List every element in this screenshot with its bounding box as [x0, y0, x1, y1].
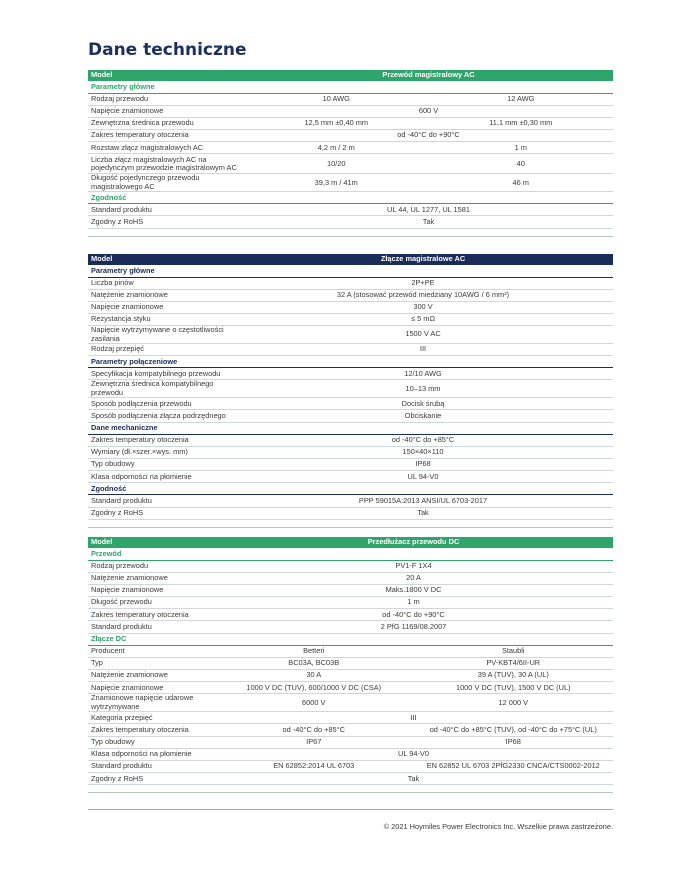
row-label: Standard produktu	[88, 760, 214, 772]
table-row	[88, 117, 613, 129]
row-value: 20 A	[214, 572, 613, 584]
row-value: III	[233, 344, 613, 356]
dc-extension-cable-table	[88, 537, 613, 793]
table-row	[88, 694, 613, 712]
section-title: Parametry główne	[88, 81, 613, 93]
row-value: od -40°C do +85°C (TUV), od -40°C do +75°C (UL)	[414, 724, 614, 736]
section-row	[88, 548, 613, 560]
table-row	[88, 507, 613, 519]
table-row	[88, 154, 613, 174]
section-title: Parametry główne	[88, 265, 613, 277]
header-model-name: Przewód magistralowy AC	[244, 70, 613, 81]
row-label: Zgodny z RoHS	[88, 216, 244, 228]
row-label: Rozstaw złącz magistralowych AC	[88, 142, 244, 154]
row-value: 12 AWG	[429, 93, 614, 105]
row-label: Zakres temperatury otoczenia	[88, 609, 214, 621]
row-value: 4,2 m / 2 m	[244, 142, 429, 154]
row-value: 46 m	[429, 174, 614, 192]
table-row	[88, 368, 613, 380]
row-label: Wymiary (dł.×szer.×wys. mm)	[88, 446, 233, 458]
row-value: 1500 V AC	[233, 326, 613, 344]
row-value: 40	[429, 154, 614, 174]
row-label: Długość pojedynczego przewodu magistralowego AC	[88, 174, 244, 192]
row-value: od -40°C do +90°C	[214, 609, 613, 621]
row-value: 11,1 mm ±0,30 mm	[429, 117, 614, 129]
table-end-rule	[88, 785, 613, 793]
row-label: Napięcie znamionowe	[88, 301, 233, 313]
row-value: 39,3 m / 41m	[244, 174, 429, 192]
row-label: Standard produktu	[88, 204, 244, 216]
table-row	[88, 495, 613, 507]
row-value: 10 AWG	[244, 93, 429, 105]
row-label: Klasa odporności na płomienie	[88, 748, 214, 760]
table-row	[88, 621, 613, 633]
row-value: Maks.1800 V DC	[214, 584, 613, 596]
table-end-rule	[88, 519, 613, 527]
table-row	[88, 712, 613, 724]
table-header-row	[88, 537, 613, 548]
table-row	[88, 326, 613, 344]
row-value: 10/20	[244, 154, 429, 174]
row-label: Standard produktu	[88, 621, 214, 633]
row-label: Długość przewodu	[88, 597, 214, 609]
table-row	[88, 657, 613, 669]
row-value: UL 44, UL 1277, UL 1581	[244, 204, 613, 216]
row-value: Staubli	[414, 645, 614, 657]
row-label: Zakres temperatury otoczenia	[88, 724, 214, 736]
row-label: Napięcie znamionowe	[88, 682, 214, 694]
row-value: 600 V	[244, 105, 613, 117]
row-value: 12/10 AWG	[233, 368, 613, 380]
ac-trunk-cable-table	[88, 70, 613, 237]
table-row	[88, 301, 613, 313]
table-row	[88, 471, 613, 483]
row-label: Producent	[88, 645, 214, 657]
header-model-label: Model	[88, 537, 214, 548]
row-value: IP68	[414, 736, 614, 748]
row-value: 32 A (stosować przewód miedziany 10AWG / 6 mm²)	[233, 289, 613, 301]
row-label: Rodzaj przewodu	[88, 560, 214, 572]
table-row	[88, 760, 613, 772]
row-value: 12 000 V	[414, 694, 614, 712]
row-label: Kategoria przepięć	[88, 712, 214, 724]
table-row	[88, 597, 613, 609]
table-row	[88, 289, 613, 301]
section-title: Parametry połączeniowe	[88, 356, 613, 368]
page-title: Dane techniczne	[88, 40, 247, 60]
row-value: 1 m	[429, 142, 614, 154]
row-label: Zgodny z RoHS	[88, 507, 233, 519]
section-title: Przewód	[88, 548, 613, 560]
row-value: Tak	[214, 773, 613, 785]
table-row	[88, 204, 613, 216]
row-label: Napięcie wytrzymywane o częstotliwości zasilania	[88, 326, 233, 344]
row-label: Typ	[88, 657, 214, 669]
section-title: Zgodność	[88, 192, 613, 204]
section-row	[88, 356, 613, 368]
table-header-row	[88, 254, 613, 265]
table-row	[88, 380, 613, 398]
ac-trunk-connector-table	[88, 254, 613, 528]
row-value: od -40°C do +85°C	[214, 724, 414, 736]
table-row	[88, 446, 613, 458]
section-title: Złącze DC	[88, 633, 613, 645]
section-title: Dane mechaniczne	[88, 422, 613, 434]
table-row	[88, 459, 613, 471]
header-model-label: Model	[88, 70, 244, 81]
table-row	[88, 560, 613, 572]
footer-divider	[88, 809, 613, 810]
table-row	[88, 682, 613, 694]
row-label: Sposób podłączenia złącza podrzędnego	[88, 410, 233, 422]
header-model-name: Przedłużacz przewodu DC	[214, 537, 613, 548]
table-row	[88, 174, 613, 192]
table-row	[88, 434, 613, 446]
table-row	[88, 105, 613, 117]
row-label: Znamionowe napięcie udarowe wytrzymywane	[88, 694, 214, 712]
row-value: 150×40×110	[233, 446, 613, 458]
table-row	[88, 93, 613, 105]
row-value: Tak	[244, 216, 613, 228]
section-row	[88, 192, 613, 204]
table-row	[88, 584, 613, 596]
row-value: 300 V	[233, 301, 613, 313]
row-value: Betteri	[214, 645, 414, 657]
row-value: PV1-F 1X4	[214, 560, 613, 572]
row-label: Typ obudowy	[88, 736, 214, 748]
table-row	[88, 216, 613, 228]
section-row	[88, 483, 613, 495]
table-row	[88, 398, 613, 410]
table-row	[88, 410, 613, 422]
row-label: Liczba złącz magistralowych AC na pojedynczym przewodzie magistralowym AC	[88, 154, 244, 174]
row-value: 30 A	[214, 670, 414, 682]
row-label: Specyfikacja kompatybilnego przewodu	[88, 368, 233, 380]
row-value: Docisk śrubą	[233, 398, 613, 410]
row-value: III	[214, 712, 613, 724]
row-label: Napięcie znamionowe	[88, 105, 244, 117]
row-value: UL 94-V0	[233, 471, 613, 483]
row-label: Zewnętrzna średnica przewodu	[88, 117, 244, 129]
table-row	[88, 645, 613, 657]
row-value: 2P+PE	[233, 277, 613, 289]
footer-copyright: © 2021 Hoymiles Power Electronics Inc. Wszelkie prawa zastrzeżone.	[383, 822, 613, 831]
row-label: Zakres temperatury otoczenia	[88, 130, 244, 142]
row-value: PPP 59015A:2013 ANSI/UL 6703-2017	[233, 495, 613, 507]
table-row	[88, 572, 613, 584]
row-value: ≤ 5 mΩ	[233, 314, 613, 326]
row-value: UL 94-V0	[214, 748, 613, 760]
table-row	[88, 773, 613, 785]
row-value: BC03A, BC03B	[214, 657, 414, 669]
row-value: 1 m	[214, 597, 613, 609]
header-model-label: Model	[88, 254, 233, 265]
row-label: Liczba pinów	[88, 277, 233, 289]
table-row	[88, 748, 613, 760]
row-label: Zgodny z RoHS	[88, 773, 214, 785]
row-value: 6000 V	[214, 694, 414, 712]
row-value: 1000 V DC (TUV), 600/1000 V DC (CSA)	[214, 682, 414, 694]
row-label: Natężenie znamionowe	[88, 572, 214, 584]
table-row	[88, 609, 613, 621]
row-value: 12,5 mm ±0,40 mm	[244, 117, 429, 129]
row-label: Natężenie znamionowe	[88, 289, 233, 301]
table-end-rule	[88, 228, 613, 236]
table-row	[88, 736, 613, 748]
row-value: od -40°C do +90°C	[244, 130, 613, 142]
section-row	[88, 633, 613, 645]
table-row	[88, 314, 613, 326]
row-label: Rodzaj przepięć	[88, 344, 233, 356]
row-label: Rodzaj przewodu	[88, 93, 244, 105]
row-value: Obciskanie	[233, 410, 613, 422]
row-value: 10–13 mm	[233, 380, 613, 398]
row-label: Rezystancja styku	[88, 314, 233, 326]
row-value: EN 62852 UL 6703 2PfG2330 CNCA/CTS0002-2012	[414, 760, 614, 772]
table-end-cell	[88, 519, 613, 527]
section-row	[88, 422, 613, 434]
row-label: Napięcie znamionowe	[88, 584, 214, 596]
header-model-name: Złącze magistralowe AC	[233, 254, 613, 265]
row-value: IP68	[233, 459, 613, 471]
row-label: Natężenie znamionowe	[88, 670, 214, 682]
table-row	[88, 142, 613, 154]
row-label: Standard produktu	[88, 495, 233, 507]
row-value: 1000 V DC (TUV), 1500 V DC (UL)	[414, 682, 614, 694]
row-value: PV-KBT4/6II-UR	[414, 657, 614, 669]
row-value: od -40°C do +85°C	[233, 434, 613, 446]
table-row	[88, 277, 613, 289]
table-row	[88, 130, 613, 142]
table-row	[88, 724, 613, 736]
row-label: Zewnętrzna średnica kompatybilnego przewodu	[88, 380, 233, 398]
table-end-cell	[88, 228, 613, 236]
row-value: IP67	[214, 736, 414, 748]
row-label: Typ obudowy	[88, 459, 233, 471]
table-row	[88, 344, 613, 356]
section-title: Zgodność	[88, 483, 613, 495]
row-value: EN 62852:2014 UL 6703	[214, 760, 414, 772]
row-label: Klasa odporności na płomienie	[88, 471, 233, 483]
row-label: Zakres temperatury otoczenia	[88, 434, 233, 446]
table-row	[88, 670, 613, 682]
row-value: 2 PfG 1169/08.2007	[214, 621, 613, 633]
section-row	[88, 81, 613, 93]
row-label: Sposób podłączenia przewodu	[88, 398, 233, 410]
table-end-cell	[88, 785, 613, 793]
row-value: 39 A (TUV), 30 A (UL)	[414, 670, 614, 682]
section-row	[88, 265, 613, 277]
table-header-row	[88, 70, 613, 81]
row-value: Tak	[233, 507, 613, 519]
